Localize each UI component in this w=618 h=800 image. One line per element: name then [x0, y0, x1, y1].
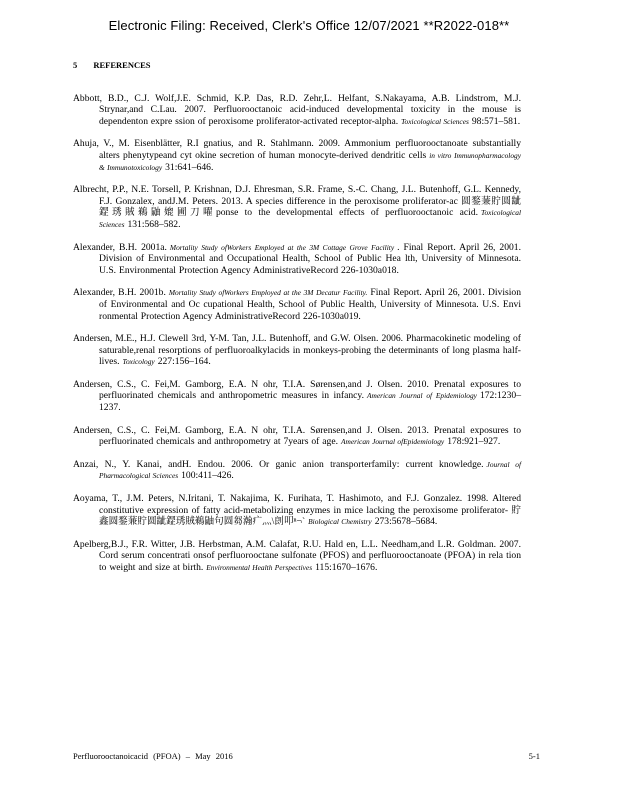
footer-page-number: 5-1 — [528, 751, 540, 761]
reference-text: Andersen, C.S., C. Fei,M. Gamborg, E.A. N ohr, T.I.A. Sørensen,and J. Olsen. 2013. Prenatal exposures to perfluorinated chemicals and anthropometry at 7years of age. — [73, 424, 521, 448]
reference-text: Apelberg,B.J., F.R. Witter, J.B. Herbstman, A.M. Calafat, R.U. Hald en, L.L. Needham,and L.R. Goldman. 2007. Cord serum concentrati onsof perfluorooctane sulfonate (PFOS) and perfluorooctanoate (PFOA) in rela tion to weight and size at birth. — [73, 538, 521, 573]
reference-citation: 172:1230–1237. — [99, 390, 521, 414]
page-footer — [73, 751, 540, 761]
reference-citation: Final Report. April 26, 2001. Division of Environmental and Oc cupational Health, School of Public Health, University of Minnesota. U.S. Envi ronmental Protection Agency AdministrativeRecord 226-1030a019. — [99, 287, 521, 322]
reference-citation: 227:156–164. — [157, 356, 211, 368]
reference-entry — [73, 242, 521, 277]
footer-document-title: Perfluorooctanoicacid (PFOA) – May 2016 — [73, 751, 233, 761]
section-heading — [73, 60, 151, 70]
reference-entry — [73, 287, 521, 322]
reference-entry — [73, 539, 521, 574]
reference-list — [73, 83, 521, 585]
section-number: 5 — [73, 60, 78, 70]
reference-entry — [73, 459, 521, 482]
reference-entry — [73, 379, 521, 414]
reference-citation: . Final Report. April 26, 2001. Division of Environmental and Occupational Health, School of Public Hea lth, University of Minnesota. U.S. Environmental Protection Agency AdministrativeRecord 226-1030a018. — [99, 241, 521, 276]
reference-citation: 115:1670–1676. — [315, 562, 378, 573]
reference-citation: 31:641–646. — [165, 161, 214, 173]
reference-citation: 98:571–581. — [471, 115, 521, 127]
reference-entry — [73, 184, 521, 230]
reference-text: Abbott, B.D., C.J. Wolf,J.E. Schmid, K.P. Das, R.D. Zehr,L. Helfant, S.Nakayama, A.B. Lindstrom, M.J. Strynar,and C.Lau. 2007. Perfluorooctanoic acid-induced developmental toxicity in the mouse is dependenton expre ssion of peroxisome proliferator-activated receptor-alpha. — [73, 92, 521, 127]
reference-text: Aoyama, T., J.M. Peters, N.Iritani, T. Nakajima, K. Furihata, T. Hashimoto, and F.J. Gonzalez. 1998. Altered constitutive expression of fatty acid-metabolizing enzymes in mice lacking the peroxisome proliferator- 貯鑫圆鍪蒹貯圆龇鎠琇賊鵜鼬句圆芻瀚疒灬\剆叩ⁿ¬` — [73, 493, 521, 528]
reference-entry — [73, 93, 521, 128]
reference-citation: 100:411–426. — [181, 470, 234, 482]
reference-journal: Biological Chemistry — [308, 517, 372, 527]
reference-journal: Journal of Pharmacological Sciences — [99, 459, 521, 481]
reference-journal: Toxicological Sciences — [401, 116, 469, 126]
reference-text: Andersen, M.E., H.J. Clewell 3rd, Y-M. Tan, J.L. Butenhoff, and G.W. Olsen. 2006. Pharmacokinetic modeling of saturable,renal resorptions of perfluoroalkylacids in monkeys-probing the determinants of long plasma half-lives. — [73, 333, 521, 368]
reference-journal: Toxicological Sciences — [99, 208, 521, 229]
reference-journal: Environmental Health Perspectives — [206, 563, 313, 572]
filing-header: Electronic Filing: Received, Clerk's Office 12/07/2021 **R2022-018** — [108, 18, 510, 33]
reference-journal: Mortality Study ofWorkers Employed at the 3M Decatur Facility. — [168, 288, 368, 298]
reference-journal: American Journal of Epidemiology — [367, 391, 477, 401]
reference-text: Alexander, B.H. 2001a. — [73, 241, 167, 253]
section-title: REFERENCES — [93, 60, 151, 70]
reference-entry — [73, 333, 521, 368]
reference-entry — [73, 493, 521, 528]
reference-journal: in vitro Immunopharmacology & Immunotoxicology — [99, 150, 521, 172]
reference-citation: 273:5678–5684. — [374, 516, 438, 528]
reference-text: Anzai, N., Y. Kanai, andH. Endou. 2006. Or ganic anion transporterfamily: current knowledge. — [73, 458, 484, 470]
reference-text: Albrecht, P.P., N.E. Torsell, P. Krishnan, D.J. Ehresman, S.R. Frame, S.-C. Chang, J.L. Butenhoff, G.L. Kennedy, F.J. Gonzalex, andJ.M. Peters. 2013. A species difference in the peroxisome proliferator-ac 圆鍪蒹貯圆龇鎠琇賊鵜鼬媲圃刀嚁ponse to the developmental effects of perfluorooctanoic acid. — [73, 184, 521, 219]
reference-journal: American Journal ofEpidemiology — [340, 437, 445, 447]
reference-journal: Toxicology — [122, 357, 155, 367]
reference-text: Andersen, C.S., C. Fei,M. Gamborg, E.A. N ohr, T.I.A. Sørensen,and J. Olsen. 2010. Prenatal exposures to perfluorinated chemicals and anthropometric measures in infancy. — [73, 378, 521, 402]
reference-citation: 178:921–927. — [447, 436, 501, 448]
reference-journal: Mortality Study ofWorkers Employed at the 3M Cottage Grove Facility — [169, 242, 395, 252]
reference-text: Ahuja, V., M. Eisenblätter, R.I gnatius, and R. Stahlmann. 2009. Ammonium perfluorooctanoate substantially alters phenytypeand cyt okine secretion of human monocyte-derived dendritic cells — [73, 138, 521, 161]
reference-citation: 131:568–582. — [127, 218, 181, 230]
reference-text: Alexander, B.H. 2001b. — [73, 287, 166, 299]
reference-entry — [73, 138, 521, 173]
reference-entry — [73, 425, 521, 448]
